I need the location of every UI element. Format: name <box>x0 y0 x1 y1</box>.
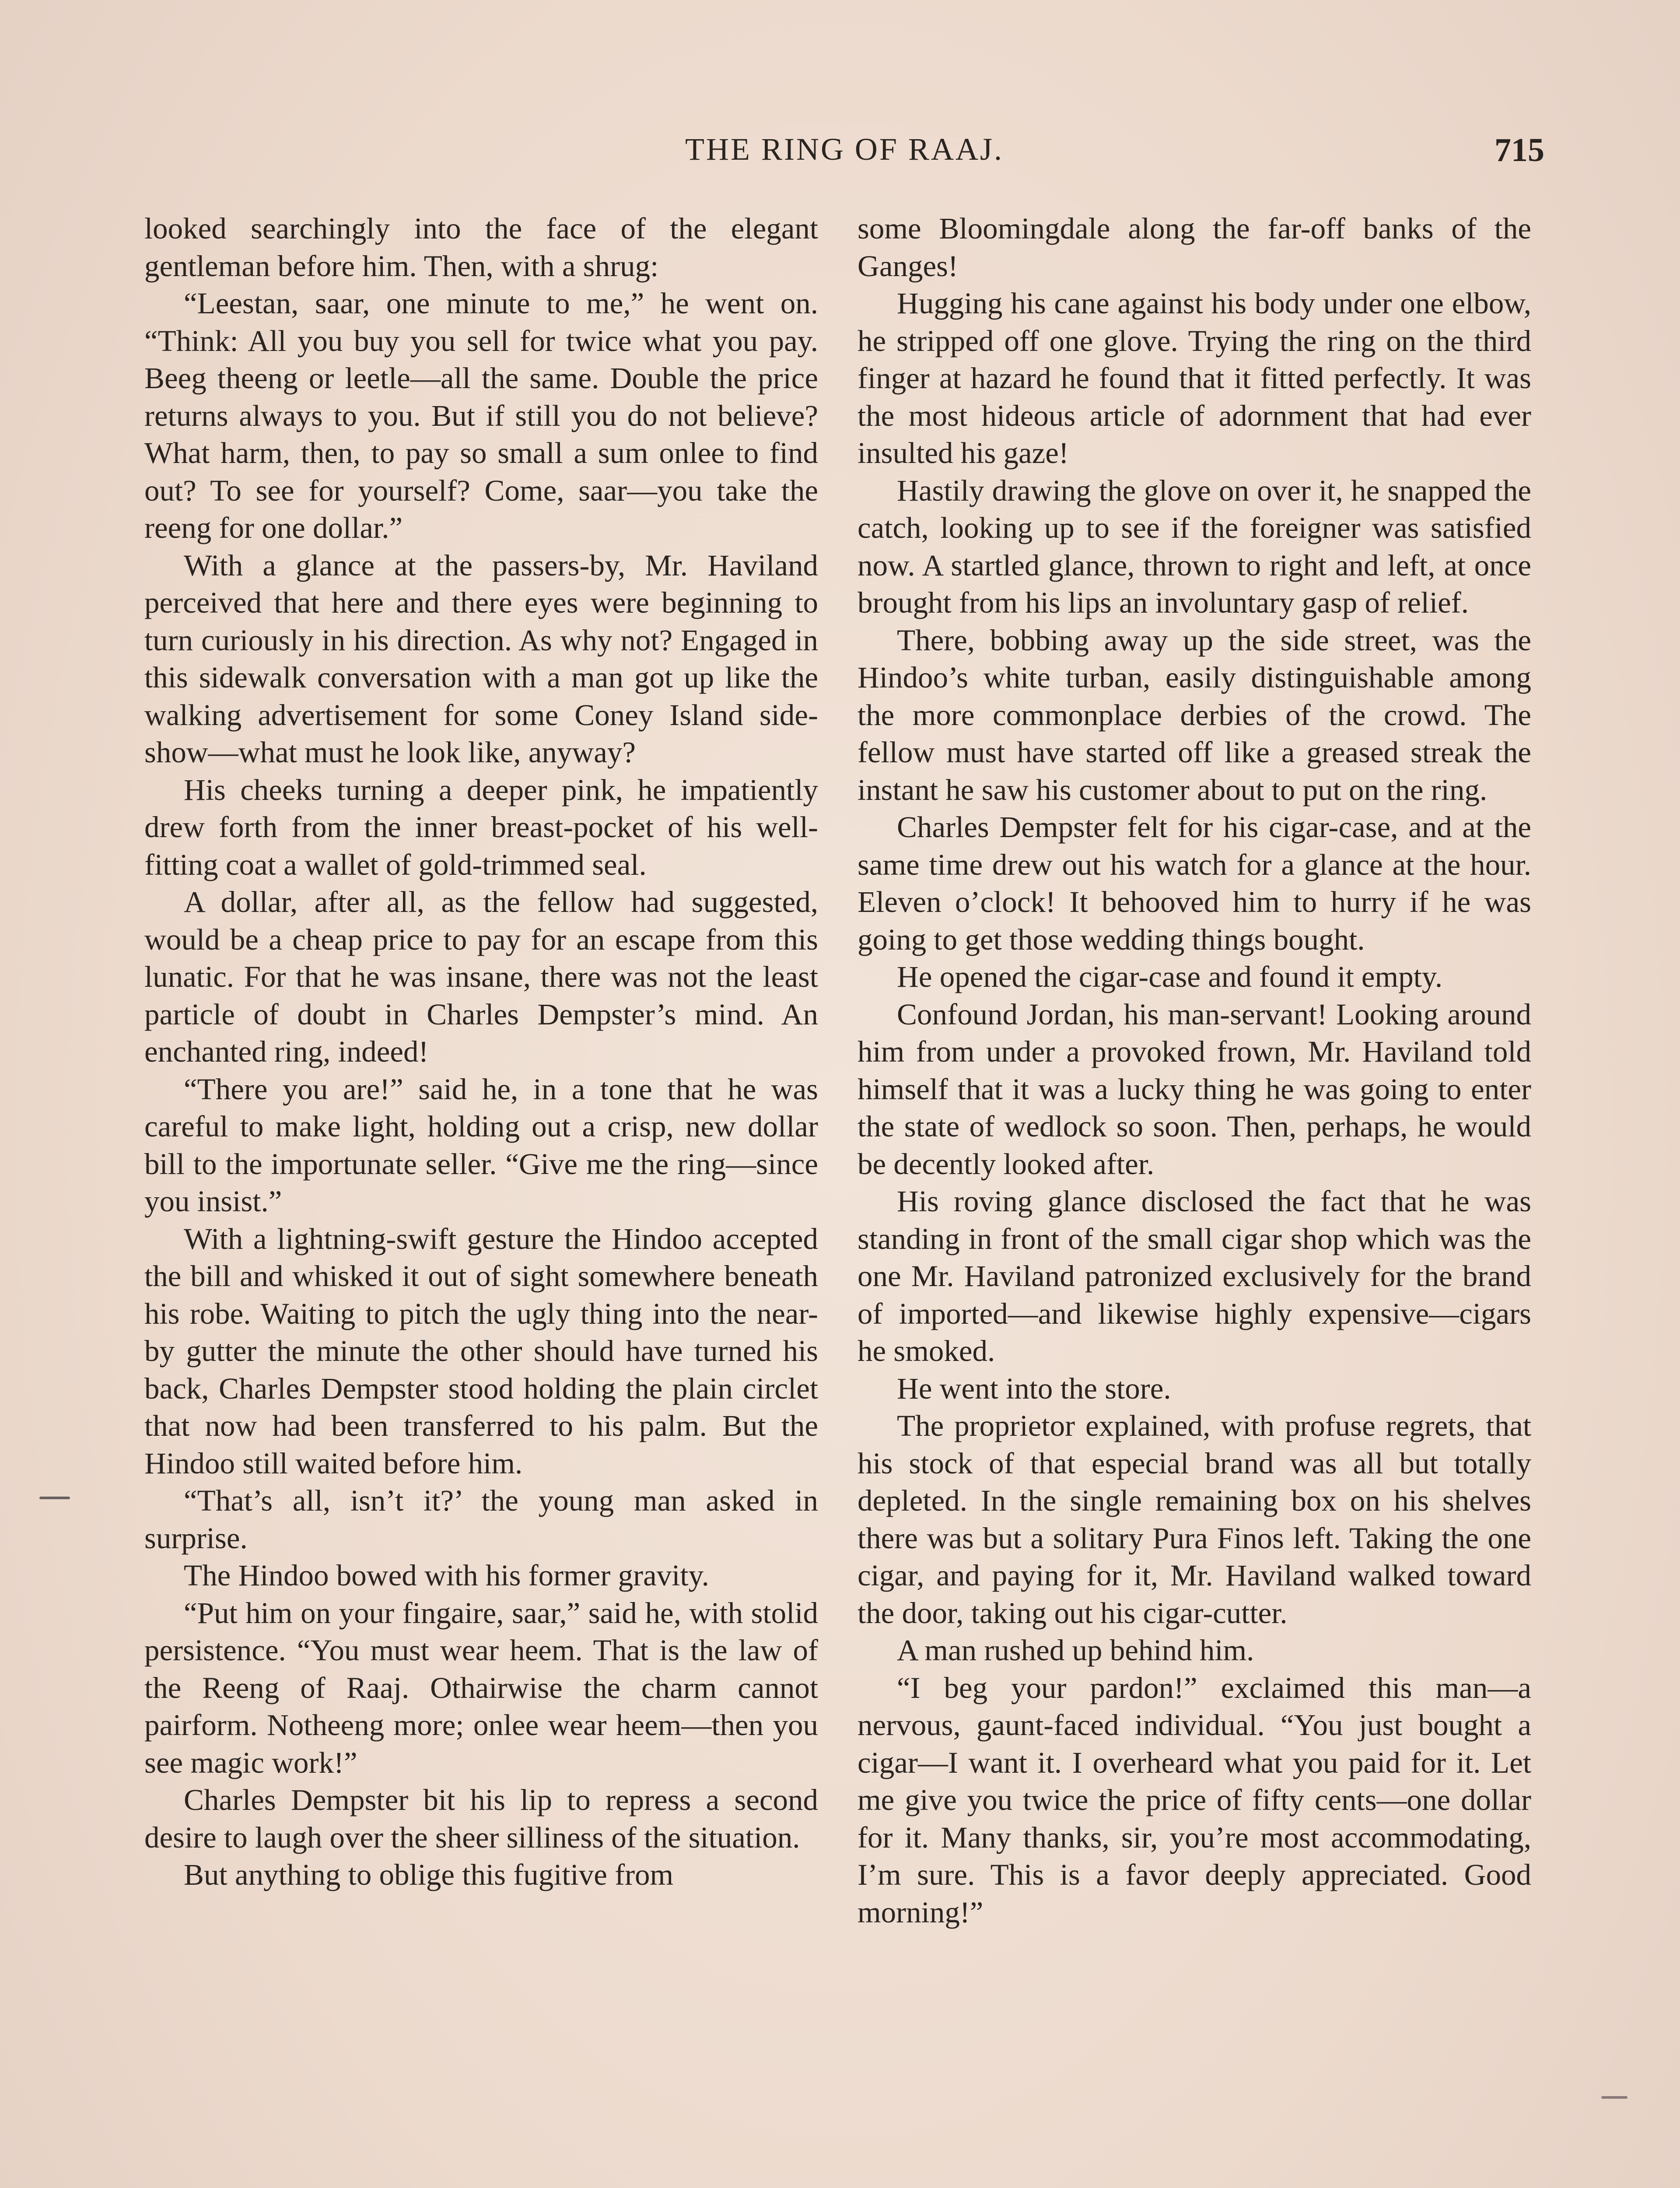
page-number: 715 <box>1494 132 1544 168</box>
paragraph: He went into the store. <box>897 1371 1171 1405</box>
paragraph: With a glance at the passers-by, Mr. Haviland perceived that here and there eyes were beginning to turn curiously in his direction. As why not? Engaged in this sidewalk conversation with a man got up like the walking advertisement for some Coney Island side-show—what must he look like, anyway? <box>144 548 818 769</box>
margin-smudge <box>1601 2096 1628 2099</box>
paragraph: looked searchingly into the face of the elegant gentleman before him. Then, with a shrug: <box>144 212 818 283</box>
paragraph: He opened the cigar-case and found it empty. <box>897 960 1443 993</box>
paragraph: some Bloomingdale along the far-off banks of the Ganges! <box>858 212 1531 283</box>
paragraph: His cheeks turning a deeper pink, he impatiently drew forth from the inner breast-pocket of his well-fitting coat a wallet of gold-trimmed seal. <box>144 773 818 881</box>
right-column <box>858 210 1531 1931</box>
running-title: THE RING OF RAAJ. <box>685 132 1004 167</box>
paragraph: “Put him on your fingaire, saar,” said he, with stolid persistence. “You must wear heem. That is the law of the Reeng of Raaj. Othairwise the charm cannot pairform. Notheeng more; onlee wear heem—then you see magic work!” <box>144 1596 818 1779</box>
paragraph: With a lightning-swift gesture the Hindoo accepted the bill and whisked it out of sight somewhere beneath his robe. Waiting to pitch the ugly thing into the near-by gutter the minute the other should have turned his back, Charles Dempster stood holding the plain circlet that now had been transferred to his palm. But the Hindoo still waited before him. <box>144 1222 818 1480</box>
paragraph: Hugging his cane against his body under one elbow, he stripped off one glove. Trying the ring on the third finger at hazard he found that it fitted perfectly. It was the most hideous article of adornment that had ever insulted his gaze! <box>858 287 1531 470</box>
margin-smudge <box>39 1497 70 1499</box>
paragraph: The proprietor explained, with profuse regrets, that his stock of that especial brand was all but totally depleted. In the single remaining box on his shelves there was but a solitary Pura Finos left. Taking the one cigar, and paying for it, Mr. Haviland walked toward the door, taking out his cigar-cutter. <box>858 1409 1531 1630</box>
paragraph: Charles Dempster felt for his cigar-case, and at the same time drew out his watch for a glance at the hour. Eleven o’clock! It behooved him to hurry if he was going to get those wedding things bought. <box>858 810 1531 956</box>
paragraph: The Hindoo bowed with his former gravity. <box>184 1559 709 1592</box>
paragraph: A man rushed up behind him. <box>897 1634 1254 1667</box>
page-header <box>144 131 1544 179</box>
left-column <box>144 210 818 1894</box>
paragraph: “Leestan, saar, one minute to me,” he went on. “Think: All you buy you sell for twice what you pay. Beeg theeng or leetle—all the same. Double the price returns always to you. But if still you do not believe? What harm, then, to pay so small a sum onlee to find out? To see for yourself? Come, saar—you take the reeng for one dollar.” <box>144 287 818 544</box>
paragraph: Confound Jordan, his man-servant! Looking around him from under a provoked frown, Mr. Haviland told himself that it was a lucky thing he was going to enter the state of wedlock so soon. Then, perhaps, he would be decently looked after. <box>858 997 1531 1181</box>
paragraph: “There you are!” said he, in a tone that he was careful to make light, holding out a crisp, new dollar bill to the importunate seller. “Give me the ring—since you insist.” <box>144 1072 818 1218</box>
paragraph: But anything to oblige this fugitive from <box>184 1858 674 1891</box>
paragraph: Charles Dempster bit his lip to repress a second desire to laugh over the sheer silliness of the situation. <box>144 1783 818 1854</box>
paragraph: “That’s all, isn’t it?’ the young man asked in surprise. <box>144 1484 818 1555</box>
paragraph: Hastily drawing the glove on over it, he snapped the catch, looking up to see if the foreigner was satisfied now. A startled glance, thrown to right and left, at once brought from his lips an involuntary gasp of relief. <box>858 473 1531 619</box>
paragraph: His roving glance disclosed the fact that he was standing in front of the small cigar shop which was the one Mr. Haviland patronized exclusively for the brand of imported—and likewise highly expensive—cigars he smoked. <box>858 1185 1531 1368</box>
paragraph: A dollar, after all, as the fellow had suggested, would be a cheap price to pay for an escape from this lunatic. For that he was insane, there was not the least particle of doubt in Charles Dempster’s mind. An enchanted ring, indeed! <box>144 885 818 1068</box>
paragraph: “I beg your pardon!” exclaimed this man—a nervous, gaunt-faced individual. “You just bought a cigar—I want it. I overheard what you paid for it. Let me give you twice the price of fifty cents—one dollar for it. Many thanks, sir, you’re most accommodating, I’m sure. This is a favor deeply appreciated. Good morning!” <box>858 1671 1531 1929</box>
paragraph: There, bobbing away up the side street, was the Hindoo’s white turban, easily distinguishable among the more commonplace derbies of the crowd. The fellow must have started off like a greased streak the instant he saw his customer about to put on the ring. <box>858 623 1531 806</box>
